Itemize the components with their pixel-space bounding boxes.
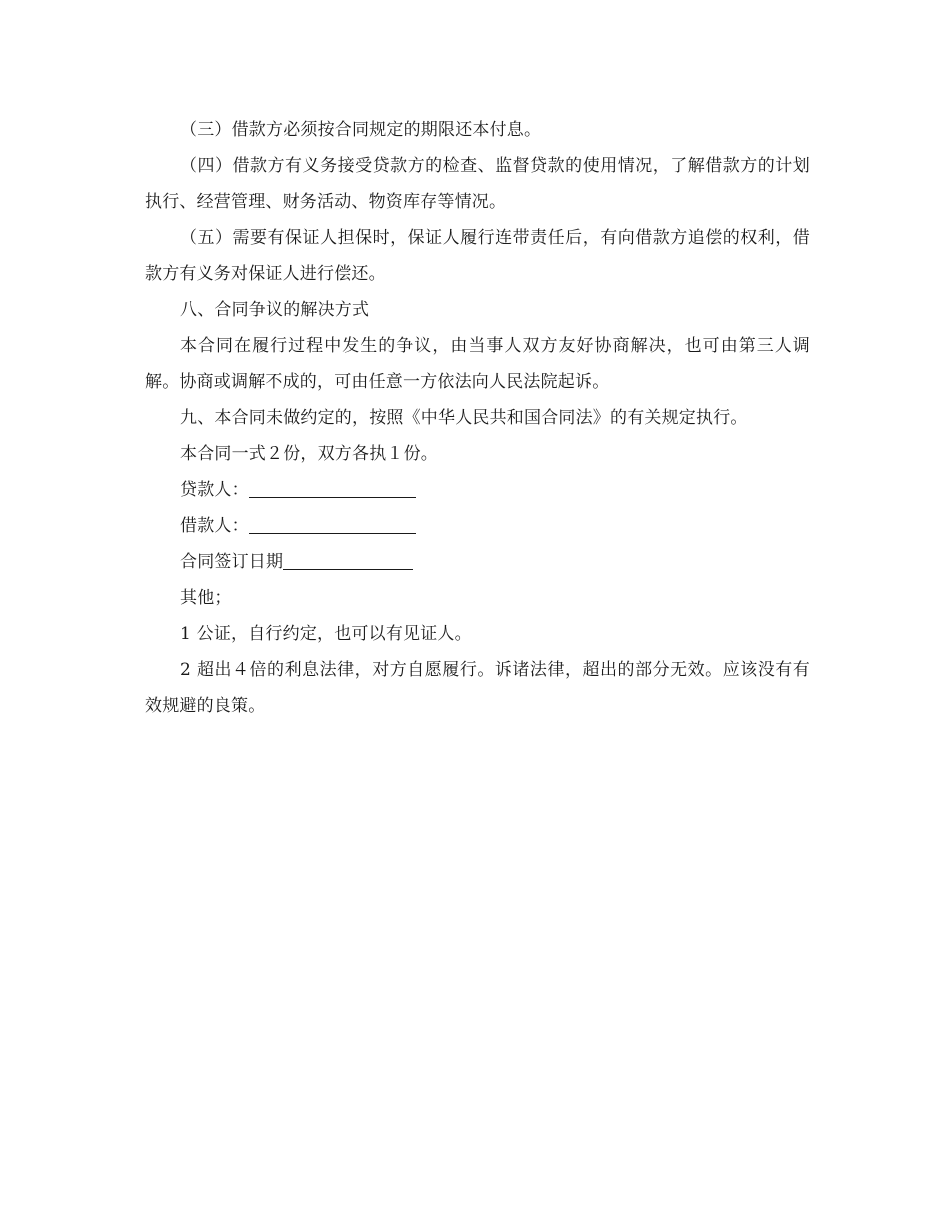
section-9-text: 九、本合同未做约定的，按照《中华人民共和国合同法》的有关规定执行。 xyxy=(180,408,748,428)
document-body xyxy=(145,112,810,724)
borrower-signature-line xyxy=(145,508,810,544)
section-8-heading: 八、合同争议的解决方式 xyxy=(180,300,370,320)
signing-date-label: 合同签订日期 xyxy=(180,552,284,572)
clause-3-repayment: （三）借款方必须按合同规定的期限还本付息。 xyxy=(180,120,542,140)
other-note-1: 1 公证，自行约定，也可以有见证人。 xyxy=(180,624,472,644)
lender-signature-line xyxy=(145,472,810,508)
lender-label: 贷款人： xyxy=(180,480,249,500)
clause-5-guarantor: （五）需要有保证人担保时，保证人履行连带责任后，有向借款方追偿的权利，借款方有义务对保证人进行偿还。 xyxy=(145,228,810,284)
clause-4-inspection: （四）借款方有义务接受贷款方的检查、监督贷款的使用情况，了解借款方的计划执行、经营管理、财务活动、物资库存等情况。 xyxy=(145,156,810,212)
borrower-blank xyxy=(249,513,416,534)
copies-statement: 本合同一式２份，双方各执１份。 xyxy=(180,444,438,464)
lender-blank xyxy=(249,477,416,498)
signing-date-blank xyxy=(283,549,413,570)
other-notes-heading: 其他； xyxy=(180,588,232,608)
borrower-label: 借款人： xyxy=(180,516,249,536)
other-note-2: 2 超出４倍的利息法律，对方自愿履行。诉诸法律，超出的部分无效。应该没有有效规避的良策。 xyxy=(145,660,810,716)
signing-date-line xyxy=(145,544,810,580)
dispute-resolution-text: 本合同在履行过程中发生的争议，由当事人双方友好协商解决，也可由第三人调解。协商或调解不成的，可由任意一方依法向人民法院起诉。 xyxy=(145,336,810,392)
